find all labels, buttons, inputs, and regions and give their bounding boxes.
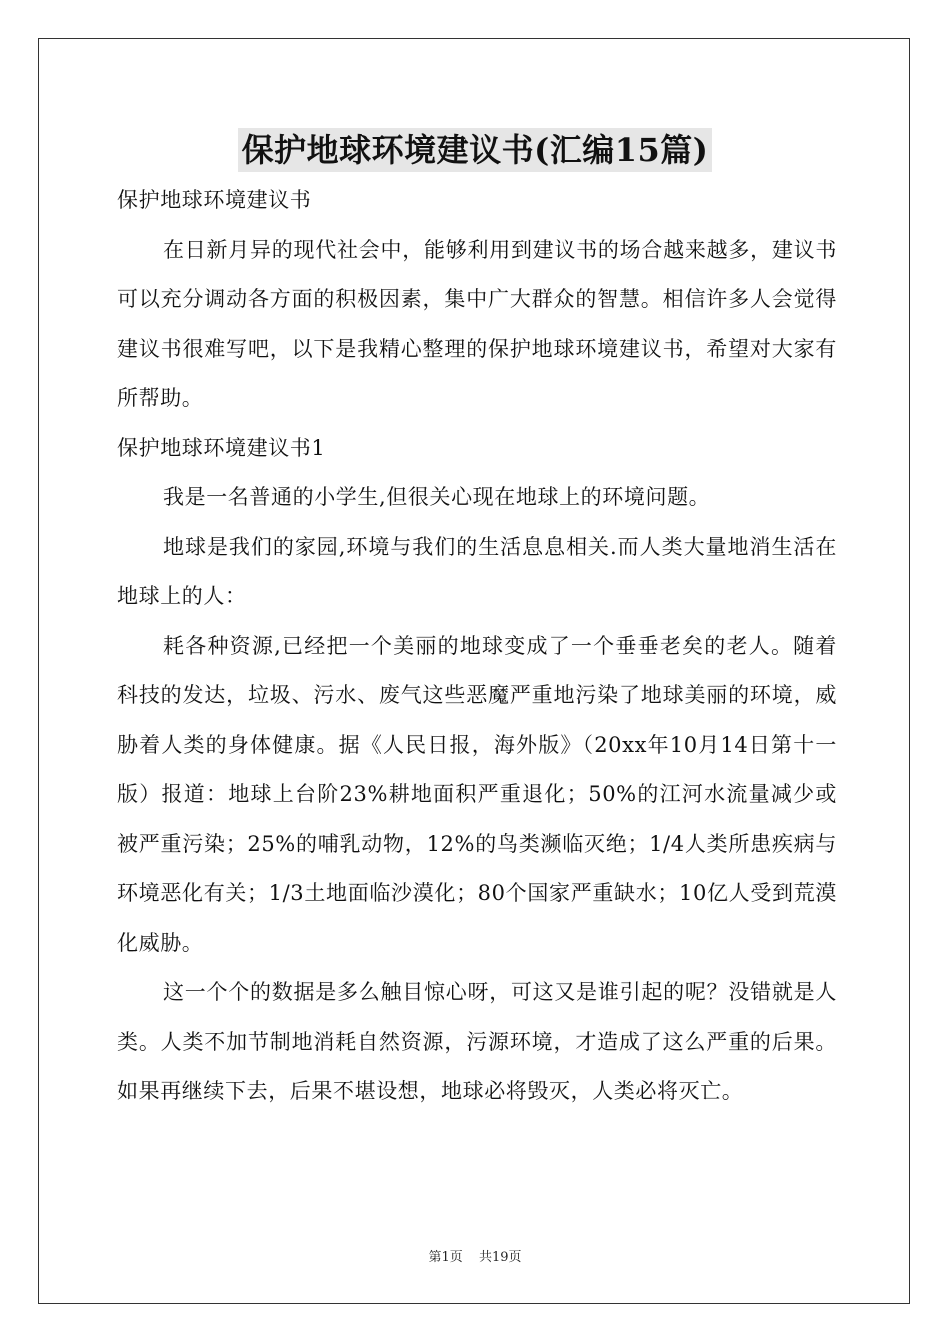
paragraph: 地球是我们的家园,环境与我们的生活息息相关.而人类大量地消生活在地球上的人： [117,534,837,608]
paragraph-intro: 在日新月异的现代社会中，能够利用到建议书的场合越来越多，建议书可以充分调动各方面的积极因素，集中广大群众的智慧。相信许多人会觉得建议书很难写吧，以下是我精心整理的保护地球环境建议书，希望对大家有所帮助。 [117,237,837,410]
title-container [0,128,950,172]
paragraph-heading: 保护地球环境建议书 [117,188,312,212]
page-footer [0,1246,950,1265]
document-title: 保护地球环境建议书(汇编15篇) [238,128,713,172]
document-body [117,176,837,1117]
paragraph: 耗各种资源,已经把一个美丽的地球变成了一个垂垂老矣的老人。随着科技的发达，垃圾、污水、废气这些恶魔严重地污染了地球美丽的环境，威胁着人类的身体健康。据《人民日报，海外版》（20xx年10月14日第十一版）报道：地球上台阶23%耕地面积严重退化；50%的江河水流量减少或被严重污染；25%的哺乳动物，12%的鸟类濒临灭绝；1/4人类所患疾病与环境恶化有关；1/3土地面临沙漠化；80个国家严重缺水；10亿人受到荒漠化威胁。 [117,633,837,955]
paragraph: 这一个个的数据是多么触目惊心呀，可这又是谁引起的呢？没错就是人类。人类不加节制地消耗自然资源，污源环境，才造成了这么严重的后果。如果再继续下去，后果不堪设想，地球必将毁灭，人类必将灭亡。 [117,980,837,1103]
paragraph: 我是一名普通的小学生,但很关心现在地球上的环境问题。 [163,485,711,509]
page-total: 共19页 [478,1250,522,1265]
paragraph-heading: 保护地球环境建议书1 [117,435,326,460]
page-number: 第1页 [428,1250,463,1265]
